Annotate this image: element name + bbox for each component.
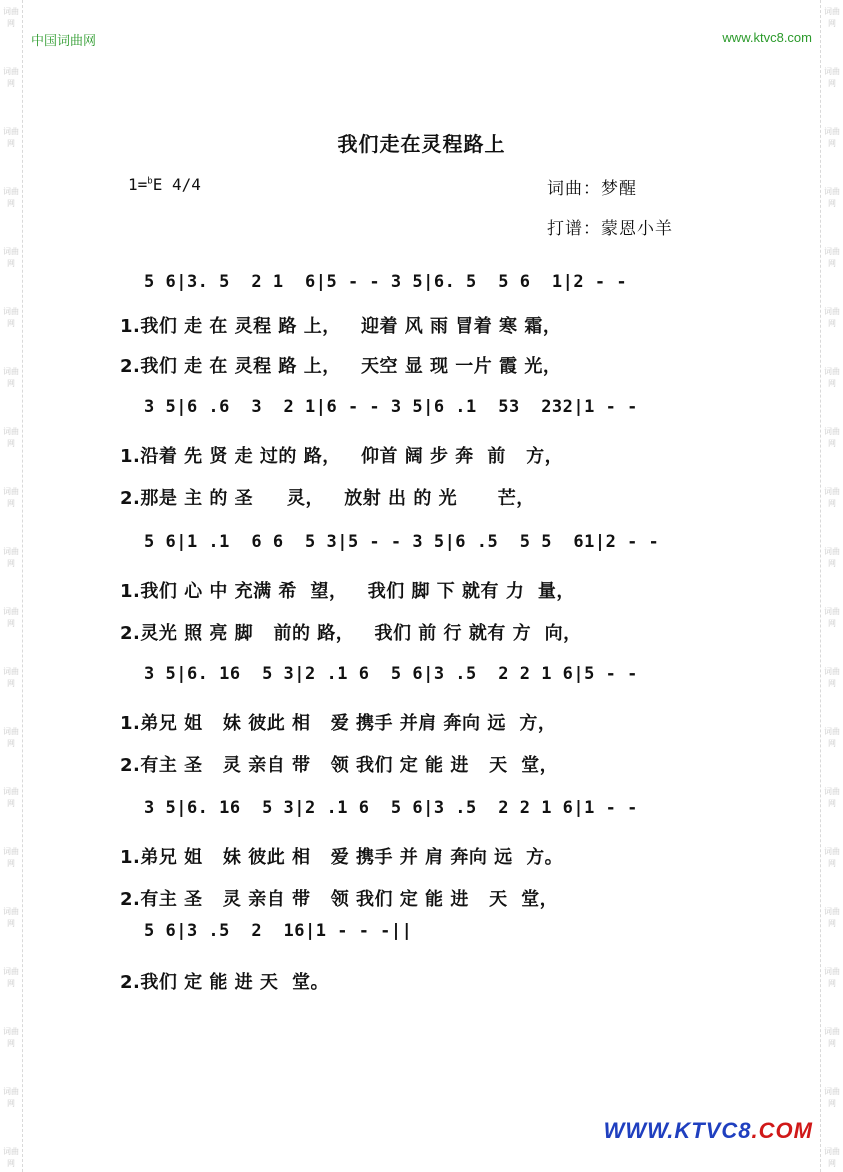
site-url[interactable]: www.ktvc8.com: [722, 30, 812, 45]
watermark-text: 词曲网: [3, 907, 19, 928]
watermark-text: 词曲网: [824, 367, 840, 388]
watermark-text: 词曲网: [824, 127, 840, 148]
lyric-line: 1.我们 走 在 灵程 路 上， 迎着 风 雨 冒着 寒 霜，: [120, 316, 562, 337]
lyric-line: 1.弟兄 姐 妹 彼此 相 爱 携手 并 肩 奔向 远 方。: [120, 847, 564, 868]
watermark-text: 词曲网: [824, 787, 840, 808]
notation-line: 3 5|6 .6 3 2 1|6 - - 3 5|6 .1 53 232|1 - -: [144, 397, 638, 417]
watermark-text: 词曲网: [824, 487, 840, 508]
notation-line: 5 6|1 .1 6 6 5 3|5 - - 3 5|6 .5 5 5 61|2 - -: [144, 532, 660, 552]
watermark-text: 词曲网: [824, 7, 840, 28]
watermark-text: 词曲网: [824, 307, 840, 328]
lyric-line: 2.有主 圣 灵 亲自 带 领 我们 定 能 进 天 堂，: [120, 889, 559, 910]
watermark-text: 词曲网: [824, 1027, 840, 1048]
watermark-text: 词曲网: [824, 907, 840, 928]
watermark-text: 词曲网: [3, 367, 19, 388]
footer-logo[interactable]: WWW.KTVC8.COM: [603, 1118, 813, 1143]
lyric-line: 1.我们 心 中 充满 希 望， 我们 脚 下 就有 力 量，: [120, 581, 575, 602]
song-title: 我们走在灵程路上: [337, 132, 506, 156]
notation-line: 3 5|6. 16 5 3|2 .1 6 5 6|3 .5 2 2 1 6|5 - -: [144, 664, 638, 684]
key-signature: 1=$^b$E 4/4: [128, 175, 201, 194]
lyric-line: 1.弟兄 姐 妹 彼此 相 爱 携手 并肩 奔向 远 方，: [120, 713, 557, 734]
watermark-text: 词曲网: [3, 547, 19, 568]
watermark-text: 词曲网: [3, 7, 19, 28]
watermark-text: 词曲网: [824, 967, 840, 988]
watermark-text: 词曲网: [3, 787, 19, 808]
left-watermark-strip: [0, 0, 23, 1172]
watermark-text: 词曲网: [3, 307, 19, 328]
watermark-text: 词曲网: [3, 1147, 19, 1168]
notation-line: 3 5|6. 16 5 3|2 .1 6 5 6|3 .5 2 2 1 6|1 - -: [144, 798, 638, 818]
watermark-text: 词曲网: [3, 1027, 19, 1048]
lyric-line: 1.沿着 先 贤 走 过的 路， 仰首 阔 步 奔 前 方，: [120, 446, 564, 467]
watermark-text: 词曲网: [824, 727, 840, 748]
watermark-text: 词曲网: [3, 427, 19, 448]
watermark-text: 词曲网: [824, 547, 840, 568]
watermark-text: 词曲网: [824, 427, 840, 448]
notation-line: 5 6|3. 5 2 1 6|5 - - 3 5|6. 5 5 6 1|2 - -: [144, 272, 628, 292]
watermark-text: 词曲网: [3, 667, 19, 688]
watermark-text: 词曲网: [3, 187, 19, 208]
watermark-text: 词曲网: [3, 727, 19, 748]
watermark-text: 词曲网: [824, 247, 840, 268]
watermark-text: 词曲网: [3, 67, 19, 88]
flat-sign: b: [147, 176, 153, 187]
lyric-line: 2.我们 定 能 进 天 堂。: [120, 972, 329, 993]
watermark-text: 词曲网: [824, 847, 840, 868]
watermark-text: 词曲网: [3, 967, 19, 988]
lyric-line: 2.有主 圣 灵 亲自 带 领 我们 定 能 进 天 堂，: [120, 755, 559, 776]
credit-lyrics-music: 词曲：梦醒: [547, 179, 637, 199]
watermark-text: 词曲网: [3, 847, 19, 868]
watermark-text: 词曲网: [824, 1147, 840, 1168]
credit-transcriber: 打谱：蒙恩小羊: [547, 219, 673, 239]
notation-line: 5 6|3 .5 2 16|1 - - -||: [144, 921, 413, 941]
site-name[interactable]: 中国词曲网: [31, 34, 97, 49]
lyric-line: 2.我们 走 在 灵程 路 上， 天空 显 现 一片 霞 光，: [120, 356, 562, 377]
right-watermark-strip: [820, 0, 843, 1172]
watermark-text: 词曲网: [3, 127, 19, 148]
lyric-line: 2.那是 主 的 圣 灵， 放射 出 的 光 芒，: [120, 488, 535, 509]
lyric-line: 2.灵光 照 亮 脚 前的 路， 我们 前 行 就有 方 向，: [120, 623, 582, 644]
watermark-text: 词曲网: [824, 187, 840, 208]
watermark-text: 词曲网: [3, 247, 19, 268]
watermark-text: 词曲网: [3, 607, 19, 628]
watermark-text: 词曲网: [824, 667, 840, 688]
watermark-text: 词曲网: [824, 67, 840, 88]
watermark-text: 词曲网: [824, 1087, 840, 1108]
watermark-text: 词曲网: [3, 487, 19, 508]
watermark-text: 词曲网: [824, 607, 840, 628]
watermark-text: 词曲网: [3, 1087, 19, 1108]
